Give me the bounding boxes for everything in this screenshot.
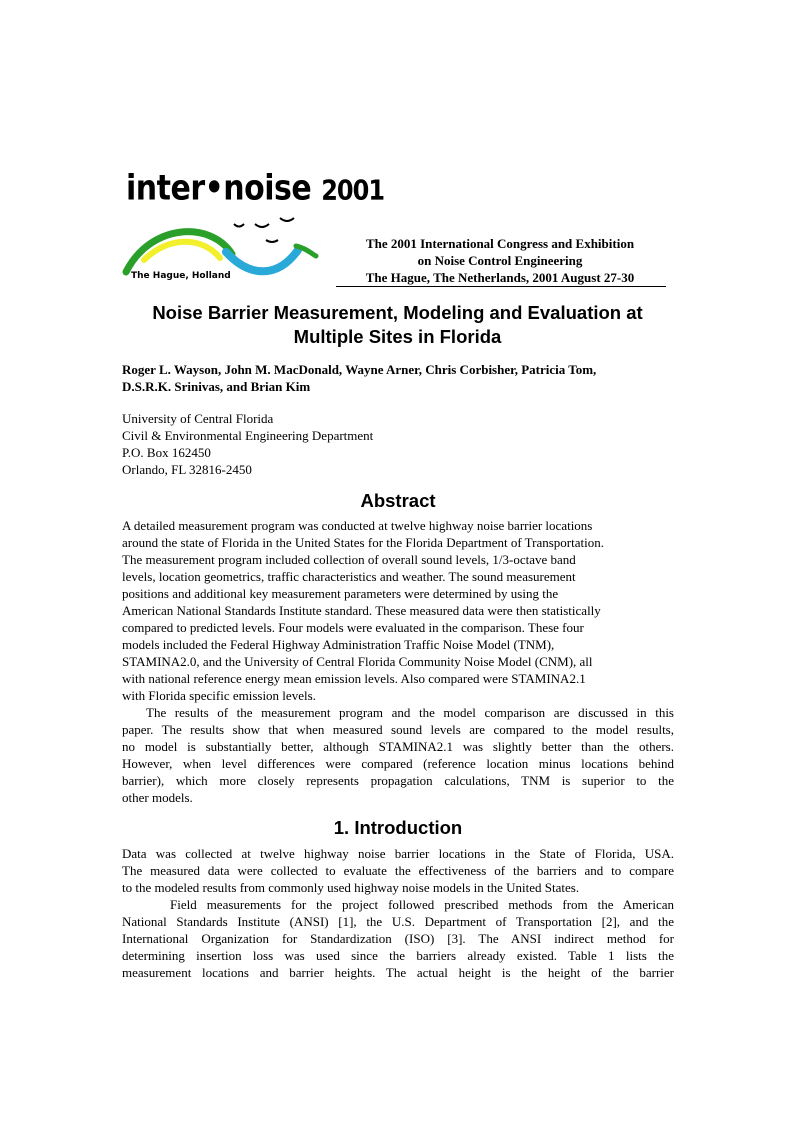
text-line: National Standards Institute (ANSI) [1], the U.S. Department of Transportation [2], and the — [122, 914, 674, 929]
text-line: Data was collected at twelve highway noise barrier locations in the State of Florida, USA. — [122, 846, 674, 861]
text-line: The measured data were collected to evaluate the effectiveness of the barriers and to compare — [122, 863, 674, 878]
text-line: Field measurements for the project followed prescribed methods from the American — [170, 897, 674, 912]
logo-smile-right — [280, 218, 294, 221]
introduction-heading: 1. Introduction — [333, 817, 463, 838]
introduction-paragraph-1 — [122, 845, 674, 896]
logo-wave-graphic — [120, 212, 330, 278]
text-line: measurement locations and barrier heights. The actual height is the height of the barrier — [122, 965, 674, 980]
text-line: The results of the measurement program and the model comparison are discussed in this — [146, 705, 674, 720]
logo-blue-wave — [226, 250, 298, 271]
text-line: with Florida specific emission levels. — [122, 688, 316, 703]
authors — [122, 361, 674, 395]
logo-caption: The Hague, Holland — [131, 271, 231, 281]
paper-title — [120, 301, 675, 349]
text-line: no model is substantially better, although STAMINA2.1 was slightly better than the others. — [122, 739, 674, 754]
text-line: positions and additional key measurement parameters were determined by using the — [122, 586, 559, 601]
text-line: levels, location geometrics, traffic characteristics and weather. The sound measurement — [122, 569, 576, 584]
conference-line-3: The Hague, The Netherlands, 2001 August 27-30 — [365, 270, 635, 285]
header-rule — [336, 286, 666, 287]
conference-line-1: The 2001 International Congress and Exhibition — [365, 236, 635, 251]
abstract-paragraph-1 — [122, 517, 674, 704]
text-line: around the state of Florida in the United States for the Florida Department of Transportation. — [122, 535, 604, 550]
paper-title-line-2: Multiple Sites in Florida — [293, 326, 502, 347]
text-line: American National Standards Institute standard. These measured data were then statistically — [122, 603, 601, 618]
logo-title-year: 2001 — [321, 174, 385, 207]
logo-wordmark — [126, 168, 385, 209]
abstract-paragraph-2 — [122, 704, 674, 806]
logo-smile-left — [234, 224, 244, 227]
text-line: International Organization for Standardization (ISO) [3]. The ANSI indirect method for — [122, 931, 674, 946]
affiliation — [122, 410, 674, 478]
authors-line-2: D.S.R.K. Srinivas, and Brian Kim — [122, 379, 311, 394]
conference-line-2: on Noise Control Engineering — [417, 253, 583, 268]
text-line: However, when level differences were compared (reference location minus locations behind — [122, 756, 674, 771]
affiliation-line: University of Central Florida — [122, 411, 274, 426]
text-line: barrier), which more closely represents propagation calculations, TNM is superior to the — [122, 773, 674, 788]
introduction-paragraph-2 — [122, 896, 674, 981]
text-line: STAMINA2.0, and the University of Central Florida Community Noise Model (CNM), all — [122, 654, 593, 669]
conference-info — [340, 235, 660, 286]
logo-smile-lower — [266, 240, 278, 242]
text-line: compared to predicted levels. Four models were evaluated in the comparison. These four — [122, 620, 584, 635]
affiliation-line: Orlando, FL 32816-2450 — [122, 462, 252, 477]
logo-smile-mid — [255, 224, 269, 227]
logo-title-main: inter•noise — [126, 168, 312, 209]
text-line: other models. — [122, 790, 193, 805]
text-line: paper. The results show that when measured sound levels are compared to the model results, — [122, 722, 674, 737]
text-line: A detailed measurement program was conducted at twelve highway noise barrier locations — [122, 518, 593, 533]
affiliation-line: Civil & Environmental Engineering Department — [122, 428, 374, 443]
text-line: models included the Federal Highway Administration Traffic Noise Model (TNM), — [122, 637, 555, 652]
abstract-heading: Abstract — [360, 490, 436, 511]
affiliation-line: P.O. Box 162450 — [122, 445, 211, 460]
text-line: with national reference energy mean emission levels. Also compared were STAMINA2.1 — [122, 671, 586, 686]
paper-title-line-1: Noise Barrier Measurement, Modeling and Evaluation at — [152, 302, 643, 323]
authors-line-1: Roger L. Wayson, John M. MacDonald, Wayne Arner, Chris Corbisher, Patricia Tom, — [122, 362, 597, 377]
text-line: The measurement program included collection of overall sound levels, 1/3-octave band — [122, 552, 576, 567]
text-line: determining insertion loss was used since the barriers already existed. Table 1 lists the — [122, 948, 674, 963]
text-line: to the modeled results from commonly used highway noise models in the United States. — [122, 880, 580, 895]
